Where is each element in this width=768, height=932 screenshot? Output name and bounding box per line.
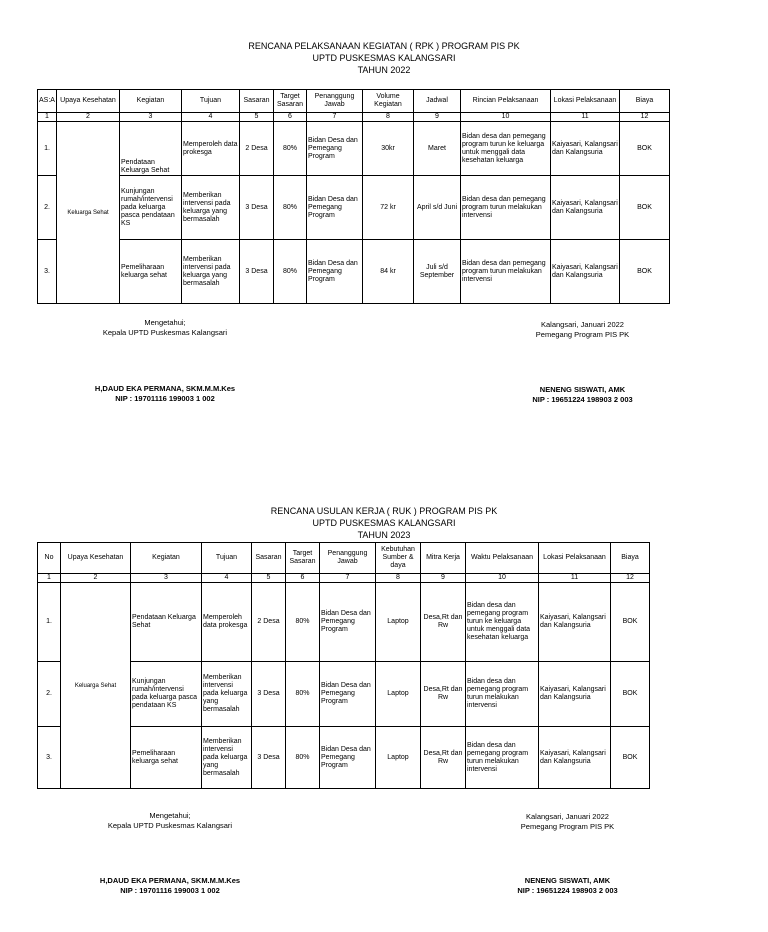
biaya: BOK bbox=[620, 176, 670, 240]
ruk-col-number: 7 bbox=[320, 574, 376, 583]
sasaran: 3 Desa bbox=[240, 176, 274, 240]
sign-right-line1: Kalangsari, Januari 2022 bbox=[526, 812, 609, 821]
ruk-sign-left-name bbox=[65, 876, 275, 896]
ruk-header-cell: Sasaran bbox=[252, 543, 286, 574]
ruk-title-line-3: TAHUN 2023 bbox=[357, 530, 411, 540]
mitra-kerja: Desa,Rt dan Rw bbox=[421, 583, 466, 662]
jadwal: April s/d Juni bbox=[414, 176, 461, 240]
kegiatan: Pendataan Keluarga Sehat bbox=[120, 122, 182, 176]
sasaran: 3 Desa bbox=[240, 240, 274, 304]
rpk-header-cell: Target Sasaran bbox=[274, 90, 307, 113]
rpk-col-number: 6 bbox=[274, 113, 307, 122]
target-sasaran: 80% bbox=[286, 727, 320, 789]
ruk-title-line-2: UPTD PUSKESMAS KALANGSARI bbox=[312, 518, 456, 528]
target-sasaran: 80% bbox=[274, 240, 307, 304]
jadwal: Maret bbox=[414, 122, 461, 176]
rpk-col-number: 8 bbox=[363, 113, 414, 122]
rpk-header-cell: Biaya bbox=[620, 90, 670, 113]
rpk-header-cell: AS:A bbox=[38, 90, 57, 113]
tujuan: Memperoleh data prokesga bbox=[182, 122, 240, 176]
table-row bbox=[38, 176, 670, 240]
rpk-header-cell: Rincian Pelaksanaan bbox=[461, 90, 551, 113]
rpk-number-row bbox=[38, 113, 670, 122]
ruk-col-number: 12 bbox=[611, 574, 650, 583]
ruk-sign-left bbox=[85, 811, 255, 831]
sasaran: 2 Desa bbox=[252, 583, 286, 662]
ruk-col-number: 5 bbox=[252, 574, 286, 583]
penanggung-jawab: Bidan Desa dan Pemegang Program bbox=[307, 240, 363, 304]
ruk-header-cell: Waktu Pelaksanaan bbox=[466, 543, 539, 574]
row-number: 3. bbox=[38, 727, 61, 789]
rpk-header-cell: Lokasi Pelaksanaan bbox=[551, 90, 620, 113]
ruk-col-number: 2 bbox=[61, 574, 131, 583]
target-sasaran: 80% bbox=[286, 583, 320, 662]
sign-right-name: NENENG SISWATI, AMK bbox=[524, 876, 611, 885]
row-number: 2. bbox=[38, 176, 57, 240]
waktu-pelaksanaan: Bidan desa dan pemegang program turun melakukan intervensi bbox=[466, 727, 539, 789]
ruk-header-cell: Mitra Kerja bbox=[421, 543, 466, 574]
ruk-col-number: 8 bbox=[376, 574, 421, 583]
ruk-col-number: 4 bbox=[202, 574, 252, 583]
row-number: 1. bbox=[38, 122, 57, 176]
ruk-sign-right-name bbox=[485, 876, 650, 896]
sign-left-line2: Kepala UPTD Puskesmas Kalangsari bbox=[107, 821, 233, 830]
rincian-pelaksanaan: Bidan desa dan pemegang program turun melakukan intervensi bbox=[461, 176, 551, 240]
volume-kegiatan: 72 kr bbox=[363, 176, 414, 240]
rpk-header-cell: Upaya Kesehatan bbox=[57, 90, 120, 113]
ruk-header-cell: Upaya Kesehatan bbox=[61, 543, 131, 574]
volume-kegiatan: 30kr bbox=[363, 122, 414, 176]
biaya: BOK bbox=[620, 240, 670, 304]
rpk-header-cell: Jadwal bbox=[414, 90, 461, 113]
jadwal: Juli s/d September bbox=[414, 240, 461, 304]
biaya: BOK bbox=[611, 727, 650, 789]
sign-left-line2: Kepala UPTD Puskesmas Kalangsari bbox=[102, 328, 228, 337]
lokasi-pelaksanaan: Kaiyasari, Kalangsari dan Kalangsuria bbox=[551, 240, 620, 304]
ruk-header-cell: Kegiatan bbox=[131, 543, 202, 574]
ruk-header-row bbox=[38, 543, 650, 574]
rpk-table bbox=[37, 89, 670, 304]
sign-left-line1: Mengetahui; bbox=[149, 811, 191, 820]
rpk-sign-left bbox=[80, 318, 250, 338]
rpk-col-number: 10 bbox=[461, 113, 551, 122]
sasaran: 3 Desa bbox=[252, 727, 286, 789]
rpk-title-line-3: TAHUN 2022 bbox=[357, 65, 411, 75]
upaya-kesehatan: Keluarga Sehat bbox=[57, 122, 120, 304]
ruk-header-cell: Lokasi Pelaksanaan bbox=[539, 543, 611, 574]
penanggung-jawab: Bidan Desa dan Pemegang Program bbox=[320, 662, 376, 727]
ruk-col-number: 11 bbox=[539, 574, 611, 583]
lokasi-pelaksanaan: Kaiyasari, Kalangsari dan Kalangsuria bbox=[539, 662, 611, 727]
kegiatan: Pemeliharaan keluarga sehat bbox=[131, 727, 202, 789]
rpk-header-cell: Tujuan bbox=[182, 90, 240, 113]
ruk-table bbox=[37, 542, 650, 789]
mitra-kerja: Desa,Rt dan Rw bbox=[421, 727, 466, 789]
rpk-col-number: 3 bbox=[120, 113, 182, 122]
rpk-header-cell: Kegiatan bbox=[120, 90, 182, 113]
waktu-pelaksanaan: Bidan desa dan pemegang program turun melakukan intervensi bbox=[466, 662, 539, 727]
table-row bbox=[38, 122, 670, 176]
target-sasaran: 80% bbox=[286, 662, 320, 727]
rpk-title-line-1: RENCANA PELAKSANAAN KEGIATAN ( RPK ) PROGRAM PIS PK bbox=[248, 41, 520, 51]
tujuan: Memberikan intervensi pada keluarga yang bermasalah bbox=[182, 176, 240, 240]
sasaran: 3 Desa bbox=[252, 662, 286, 727]
rpk-col-number: 9 bbox=[414, 113, 461, 122]
sign-left-nip: NIP : 19701116 199003 1 002 bbox=[115, 394, 215, 403]
kegiatan: Pemeliharaan keluarga sehat bbox=[120, 240, 182, 304]
kegiatan: Kunjungan rumah/intervensi pada keluarga pasca pendataan KS bbox=[131, 662, 202, 727]
ruk-header-cell: No bbox=[38, 543, 61, 574]
ruk-title-line-1: RENCANA USULAN KERJA ( RUK ) PROGRAM PIS PK bbox=[270, 506, 498, 516]
table-row bbox=[38, 240, 670, 304]
kegiatan: Kunjungan rumah/intervensi pada keluarga pasca pendataan KS bbox=[120, 176, 182, 240]
ruk-sign-right bbox=[485, 812, 650, 832]
rpk-col-number: 7 bbox=[307, 113, 363, 122]
lokasi-pelaksanaan: Kaiyasari, Kalangsari dan Kalangsuria bbox=[539, 727, 611, 789]
tujuan: Memberikan intervensi pada keluarga yang bermasalah bbox=[182, 240, 240, 304]
volume-kegiatan: 84 kr bbox=[363, 240, 414, 304]
rpk-col-number: 1 bbox=[38, 113, 57, 122]
row-number: 1. bbox=[38, 583, 61, 662]
kebutuhan-sumber-daya: Laptop bbox=[376, 583, 421, 662]
rpk-col-number: 2 bbox=[57, 113, 120, 122]
biaya: BOK bbox=[620, 122, 670, 176]
rpk-col-number: 4 bbox=[182, 113, 240, 122]
ruk-col-number: 3 bbox=[131, 574, 202, 583]
rincian-pelaksanaan: Bidan desa dan pemegang program turun ke keluarga untuk menggali data kesehatan keluarga bbox=[461, 122, 551, 176]
row-number: 3. bbox=[38, 240, 57, 304]
sign-left-nip: NIP : 19701116 199003 1 002 bbox=[120, 886, 220, 895]
target-sasaran: 80% bbox=[274, 176, 307, 240]
upaya-kesehatan: Keluarga Sehat bbox=[61, 583, 131, 789]
sign-left-name: H,DAUD EKA PERMANA, SKM.M.M.Kes bbox=[99, 876, 241, 885]
tujuan: Memberikan intervensi pada keluarga yang bermasalah bbox=[202, 727, 252, 789]
target-sasaran: 80% bbox=[274, 122, 307, 176]
ruk-col-number: 1 bbox=[38, 574, 61, 583]
sign-left-name: H,DAUD EKA PERMANA, SKM.M.M.Kes bbox=[94, 384, 236, 393]
ruk-col-number: 10 bbox=[466, 574, 539, 583]
rpk-header-cell: Sasaran bbox=[240, 90, 274, 113]
rpk-sign-left-name bbox=[60, 384, 270, 404]
penanggung-jawab: Bidan Desa dan Pemegang Program bbox=[320, 583, 376, 662]
ruk-header-cell: Biaya bbox=[611, 543, 650, 574]
waktu-pelaksanaan: Bidan desa dan pemegang program turun ke keluarga untuk menggali data kesehatan keluarga bbox=[466, 583, 539, 662]
kebutuhan-sumber-daya: Laptop bbox=[376, 662, 421, 727]
tujuan: Memberikan intervensi pada keluarga yang bermasalah bbox=[202, 662, 252, 727]
ruk-header-cell: Tujuan bbox=[202, 543, 252, 574]
sign-right-name: NENENG SISWATI, AMK bbox=[539, 385, 626, 394]
tujuan: Memperoleh data prokesga bbox=[202, 583, 252, 662]
rpk-header-cell: Penanggung Jawab bbox=[307, 90, 363, 113]
biaya: BOK bbox=[611, 662, 650, 727]
sign-right-nip: NIP : 19651224 198903 2 003 bbox=[532, 395, 633, 404]
sign-right-line2: Pemegang Program PIS PK bbox=[520, 822, 615, 831]
sign-left-line1: Mengetahui; bbox=[144, 318, 186, 327]
lokasi-pelaksanaan: Kaiyasari, Kalangsari dan Kalangsuria bbox=[551, 176, 620, 240]
ruk-col-number: 9 bbox=[421, 574, 466, 583]
rincian-pelaksanaan: Bidan desa dan pemegang program turun melakukan intervensi bbox=[461, 240, 551, 304]
biaya: BOK bbox=[611, 583, 650, 662]
ruk-header-cell: Target Sasaran bbox=[286, 543, 320, 574]
rpk-sign-right-name bbox=[500, 385, 665, 405]
rpk-title-line-2: UPTD PUSKESMAS KALANGSARI bbox=[312, 53, 456, 63]
rpk-col-number: 5 bbox=[240, 113, 274, 122]
ruk-number-row bbox=[38, 574, 650, 583]
penanggung-jawab: Bidan Desa dan Pemegang Program bbox=[307, 122, 363, 176]
rpk-header-row bbox=[38, 90, 670, 113]
rpk-sign-right bbox=[500, 320, 665, 340]
rpk-col-number: 11 bbox=[551, 113, 620, 122]
ruk-header-cell: Penanggung Jawab bbox=[320, 543, 376, 574]
sasaran: 2 Desa bbox=[240, 122, 274, 176]
sign-right-nip: NIP : 19651224 198903 2 003 bbox=[517, 886, 618, 895]
rpk-col-number: 12 bbox=[620, 113, 670, 122]
mitra-kerja: Desa,Rt dan Rw bbox=[421, 662, 466, 727]
penanggung-jawab: Bidan Desa dan Pemegang Program bbox=[320, 727, 376, 789]
rpk-header-cell: Volume Kegiatan bbox=[363, 90, 414, 113]
kegiatan: Pendataan Keluarga Sehat bbox=[131, 583, 202, 662]
lokasi-pelaksanaan: Kaiyasari, Kalangsari dan Kalangsuria bbox=[551, 122, 620, 176]
penanggung-jawab: Bidan Desa dan Pemegang Program bbox=[307, 176, 363, 240]
table-row bbox=[38, 583, 650, 662]
ruk-col-number: 6 bbox=[286, 574, 320, 583]
ruk-header-cell: Kebutuhan Sumber & daya bbox=[376, 543, 421, 574]
sign-right-line1: Kalangsari, Januari 2022 bbox=[541, 320, 624, 329]
sign-right-line2: Pemegang Program PIS PK bbox=[535, 330, 630, 339]
row-number: 2. bbox=[38, 662, 61, 727]
kebutuhan-sumber-daya: Laptop bbox=[376, 727, 421, 789]
lokasi-pelaksanaan: Kaiyasari, Kalangsari dan Kalangsuria bbox=[539, 583, 611, 662]
